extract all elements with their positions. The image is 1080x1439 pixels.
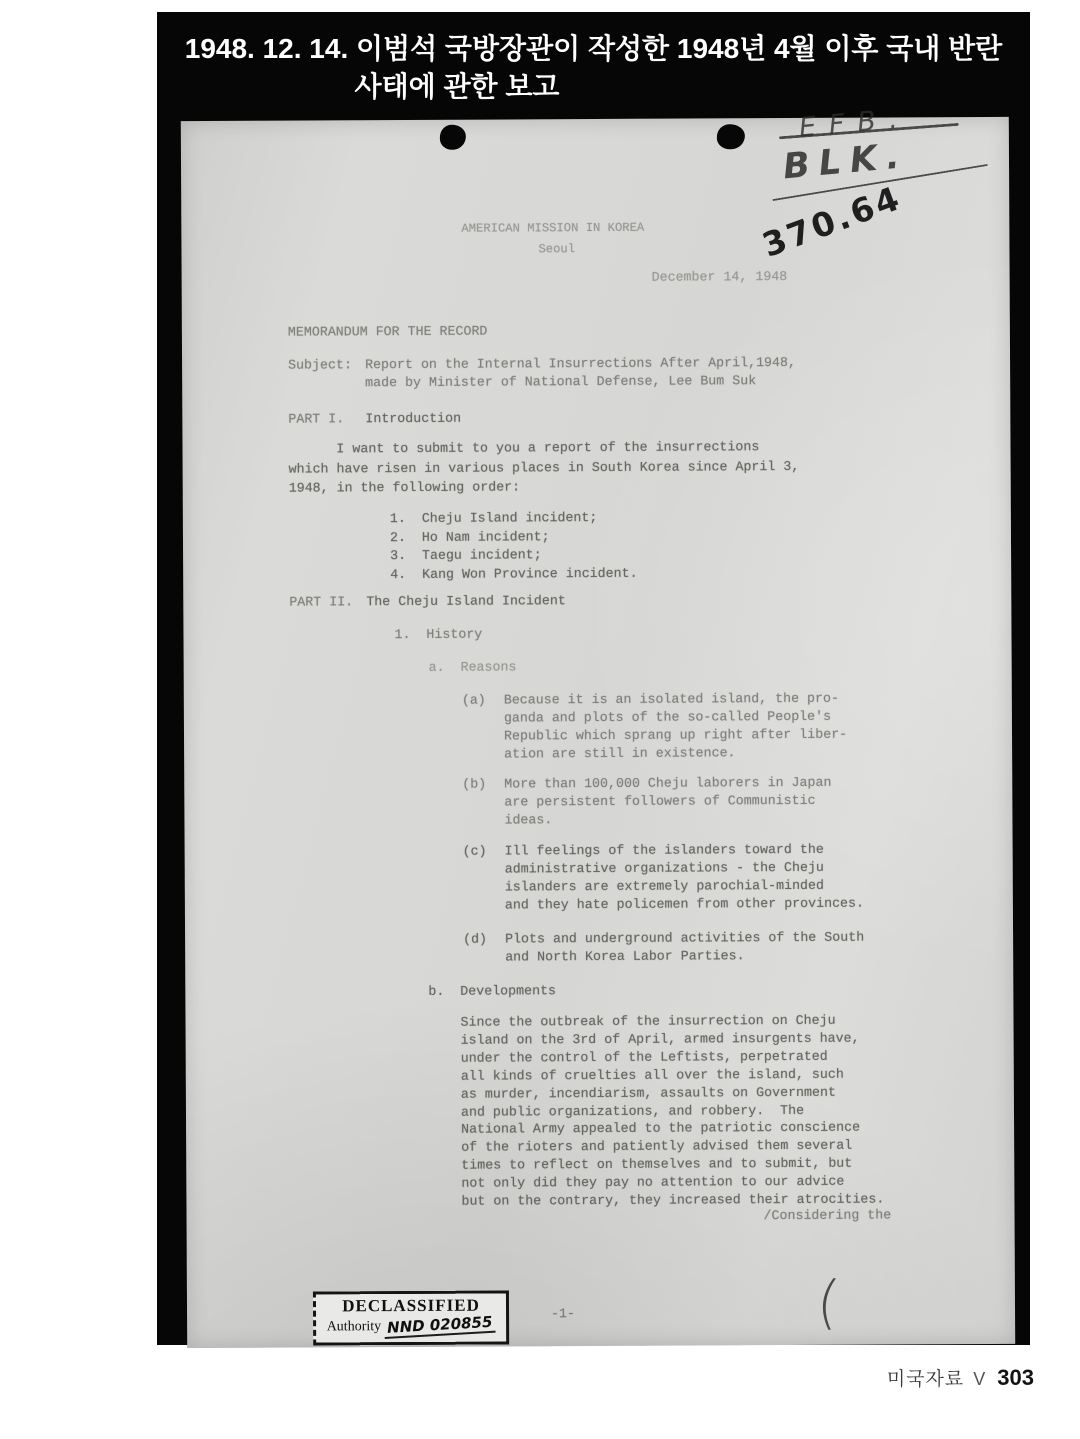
part2-heading: PART II. [289,594,354,610]
date-line: December 14, 1948 [651,269,788,285]
mission-heading: AMERICAN MISSION IN KOREA [461,220,645,236]
developments-heading: b. Developments [428,983,557,999]
subject-text: Report on the Internal Insurrections After April,1948, made by Minister of National Defense, Lee Bum Suk [365,354,796,391]
title-line-1: 1948. 12. 14. 이범석 국방장관이 작성한 1948년 4월 이후 국내 반란 [184,33,1003,64]
stamp-title: DECLASSIFIED [342,1295,480,1316]
reason-a-text: Because it is an isolated island, the pro- ganda and plots of the so-called People's Republic which sprang up right after liber- ation are still in existence. [503,690,848,762]
reason-d-marker: (d) [463,931,488,947]
history-heading: 1. History [394,626,483,643]
punch-hole-right [717,124,745,149]
title-line-2: 사태에 관한 보고 [354,71,560,102]
reason-c-text: Ill feelings of the islanders toward the administrative organizations - the Cheju islanders are extremely parochial-minded and they hate policemen from other provinces. [504,841,865,913]
footer-volume: V [973,1369,986,1389]
reason-b-marker: (b) [462,776,487,792]
handwritten-initials-2: BLK. [781,135,911,188]
developments-paragraph: Since the outbreak of the insurrection on Cheju island on the 3rd of April, armed insurgents have, under the control of the Leftists, perpetrated all kinds of cruelties all over the island, such as murder, incendiarism, assaults on Government and public organizations, and robbery. The National Army appealed to the patriotic conscience of the rioters and patiently advised them several times to reflect on themselves and to submit, but not only did they pay no attention to our advice but on the contrary, they increased their atrocities. [460,1012,885,1209]
footer-source-label: 미국자료 [886,1369,965,1390]
reason-c-marker: (c) [462,843,487,859]
mission-location: Seoul [538,242,576,257]
scanned-document [181,102,1015,1348]
handwritten-initials-1: EFB. [797,102,912,144]
punch-hole-left [440,125,466,150]
document-title-korean [157,30,1030,106]
reasons-heading: a. Reasons [428,659,517,675]
reason-a-marker: (a) [461,692,486,708]
handwritten-file-number: 370.64 [757,177,907,265]
declassified-stamp [313,1290,509,1345]
reason-b-text: More than 100,000 Cheju laborers in Japan are persistent followers of Communistic ideas. [504,774,832,828]
subject-label: Subject: [288,357,352,373]
footer-page-number: 303 [997,1365,1034,1390]
stamp-authority-label: Authority [326,1319,382,1335]
handwritten-paren-mark: ( [813,1266,843,1337]
footer [0,1364,1034,1391]
stamp-authority-value: NND 020855 [384,1313,496,1339]
part1-heading: PART I. [288,411,345,427]
continuation-note: /Considering the [763,1207,892,1224]
part2-title: The Cheju Island Incident [366,593,566,610]
intro-paragraph: I want to submit to you a report of the insurrections which have risen in various places in South Korea since April 3, 1948, in the following order: [288,439,800,496]
reason-d-text: Plots and underground activities of the South and North Korea Labor Parties. [505,929,865,965]
part1-title: Introduction [365,410,462,427]
memo-heading: MEMORANDUM FOR THE RECORD [287,323,488,340]
stamp-authority-row [316,1312,506,1337]
incident-list: 1. Cheju Island incident; 2. Ho Nam incident; 3. Taegu incident; 4. Kang Won Province incident. [389,510,638,582]
page-number: -1- [551,1306,576,1322]
